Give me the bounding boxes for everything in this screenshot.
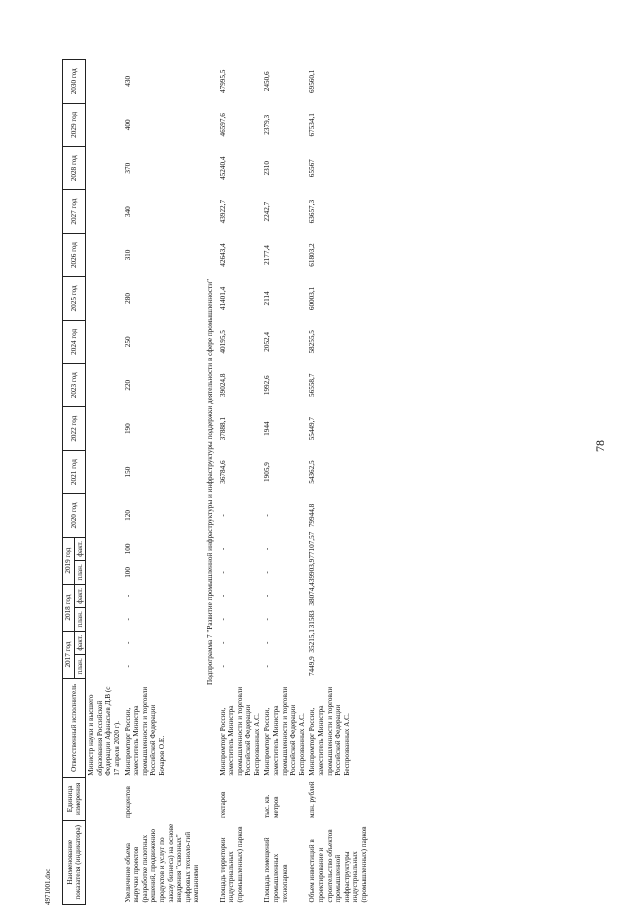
value-cell: 36784,6 [218, 460, 227, 484]
header-unit: Единица измерения [63, 778, 86, 820]
responsible-cell: Министр науки и высшего образования Российской Федерации Афанасьев Д.В (с 17 апреля 2020 г). [87, 686, 121, 776]
value-cell: - [263, 514, 272, 517]
subprogram-row [202, 60, 218, 905]
value-cell: 61803,2 [308, 243, 317, 267]
header-year-2025: 2025 год [63, 277, 86, 320]
value-cell: 120 [123, 510, 132, 521]
value-cell: 46597,6 [218, 113, 227, 137]
value-cell: 47995,5 [218, 69, 227, 93]
table-row [307, 60, 369, 905]
value-cell: 1905,9 [263, 462, 272, 482]
header-fact-2018: факт. [74, 584, 86, 607]
value-cell: - [263, 665, 272, 668]
indicator-name-cell: Увеличение объема выручки проектов (разработке пилотных решений, продвижению продуктов и услуг по заказу бизнеса) на основе внедрения "сквозных" цифровых техноло-гий компаниями [123, 823, 201, 903]
indicator-name-cell: Объем инвестиций в проектирование и строительство объектов промышленной инфраструктуры индустриальных (промышленных) парков [308, 826, 368, 903]
value-cell: 65567 [308, 159, 317, 178]
indicator-table-sheet [62, 59, 574, 905]
header-year-2019: 2019 год [63, 537, 75, 584]
responsible-cell: Минпромторг России, заместитель Министра промышленности и торговли Российской Федерации Беспрозванных А.С. [308, 686, 351, 776]
value-cell: - [123, 618, 132, 621]
value-cell: 67534,1 [308, 113, 317, 137]
value-cell: 310 [123, 249, 132, 261]
value-cell: 100 [123, 567, 132, 578]
header-plan-2017: план. [74, 655, 86, 678]
responsible-cell: Минпромторг России, заместитель Министра промышленности и торговли Российской Федерации Беспрозванных А.С. [218, 686, 261, 776]
header-indicator-name: Наименование показателя (индикатора) [63, 820, 86, 904]
value-cell: 2450,6 [263, 71, 272, 92]
header-row-1 [63, 60, 75, 905]
unit-cell: млн. рублей [308, 781, 317, 819]
value-cell: 370 [123, 162, 132, 174]
value-cell: 2242,7 [263, 201, 272, 222]
value-cell: - [218, 571, 227, 574]
responsible-cell: Минпромторг России, заместитель Министра промышленности и торговли Российской Федерации Бочаров О.Е. [123, 686, 166, 776]
table-row [86, 60, 123, 905]
header-year-2024: 2024 год [63, 320, 86, 363]
value-cell: 56558,7 [308, 373, 317, 397]
value-cell: 100 [123, 543, 132, 555]
value-cell: 40195,5 [218, 330, 227, 354]
value-cell: 430 [123, 75, 132, 87]
value-cell: 58255,5 [308, 330, 317, 354]
header-year-2027: 2027 год [63, 190, 86, 233]
value-cell: - [123, 594, 132, 598]
value-cell: - [218, 665, 227, 668]
value-cell: - [263, 594, 272, 598]
value-cell: - [218, 641, 227, 645]
value-cell: 55449,7 [308, 416, 317, 441]
value-cell: 38074,4 [308, 582, 317, 606]
value-cell: 31583 [308, 610, 317, 629]
value-cell: 2114 [263, 291, 272, 306]
header-year-2029: 2029 год [63, 103, 86, 146]
subprogram-title: Подпрограмма 7 "Развитие промышленной инфраструктуры и инфраструктуры поддержки деятельности в сфере промышленности" [205, 279, 214, 685]
unit-cell: тыс. кв. метров [263, 794, 281, 819]
header-fact-2019: факт. [74, 537, 86, 560]
indicator-table [62, 59, 370, 905]
value-cell: - [123, 641, 132, 645]
value-cell: 63657,3 [308, 199, 317, 224]
value-cell: - [263, 618, 272, 621]
value-cell: 39024,8 [218, 373, 227, 397]
table-row [262, 60, 307, 905]
indicator-name-cell: Площадь территории индустриальных (промышленных) парков [218, 826, 244, 903]
header-year-2020: 2020 год [63, 494, 86, 537]
value-cell: 41401,4 [218, 286, 227, 311]
value-cell: 7449,9 [308, 656, 317, 677]
header-plan-2019: план. [74, 561, 86, 584]
indicator-name-cell: Площадь помещений промышленных технопарков [263, 837, 289, 903]
value-cell: 69560,1 [308, 69, 317, 93]
value-cell: 37888,1 [218, 416, 227, 441]
value-cell: 220 [123, 379, 132, 391]
header-year-2023: 2023 год [63, 364, 86, 407]
value-cell: 2310 [263, 161, 272, 176]
header-responsible: Ответственный исполнитель [63, 678, 86, 778]
value-cell: - [123, 665, 132, 668]
value-cell: 400 [123, 119, 132, 131]
value-cell: - [218, 547, 227, 551]
value-cell: - [263, 571, 272, 574]
value-cell: 54362,5 [308, 460, 317, 484]
value-cell: 43922,7 [218, 199, 227, 224]
value-cell: - [218, 514, 227, 517]
header-year-2028: 2028 год [63, 147, 86, 190]
value-cell: - [218, 594, 227, 598]
table-row [218, 60, 263, 905]
document-id: 4971001.doc [44, 868, 52, 905]
value-cell: 39903,9 [308, 558, 317, 583]
value-cell: 77107,57 [308, 531, 317, 559]
value-cell: 280 [123, 293, 132, 304]
value-cell: - [263, 547, 272, 551]
value-cell: 42643,4 [218, 243, 227, 267]
table-row [123, 60, 202, 905]
value-cell: 1992,6 [263, 375, 272, 396]
value-cell: 1944 [263, 421, 272, 436]
value-cell: - [218, 618, 227, 621]
value-cell: - [263, 641, 272, 645]
header-year-2026: 2026 год [63, 233, 86, 276]
header-year-2022: 2022 год [63, 407, 86, 450]
value-cell: 2177,4 [263, 245, 272, 265]
page-number: 78 [593, 440, 607, 452]
value-cell: 35215,1 [308, 629, 317, 653]
value-cell: 45240,4 [218, 156, 227, 180]
value-cell: 79944,8 [308, 503, 317, 528]
value-cell: 2379,3 [263, 114, 272, 135]
unit-cell: процентов [123, 786, 132, 819]
value-cell: 2052,4 [263, 331, 272, 352]
header-year-2021: 2021 год [63, 450, 86, 493]
unit-cell: гектаров [218, 791, 227, 819]
header-plan-2018: план. [74, 608, 86, 631]
value-cell: 250 [123, 336, 132, 348]
header-year-2017: 2017 год [63, 631, 75, 678]
value-cell: 60003,1 [308, 286, 317, 311]
value-cell: 340 [123, 206, 132, 218]
value-cell: 150 [123, 466, 132, 478]
header-year-2018: 2018 год [63, 584, 75, 631]
header-year-2030: 2030 год [63, 60, 86, 104]
header-fact-2017: факт. [74, 631, 86, 654]
responsible-cell: Минпромторг России, заместитель Министра промышленности и торговли Российской Федерации Беспрозванных А.С. [263, 686, 306, 776]
value-cell: 190 [123, 423, 132, 435]
